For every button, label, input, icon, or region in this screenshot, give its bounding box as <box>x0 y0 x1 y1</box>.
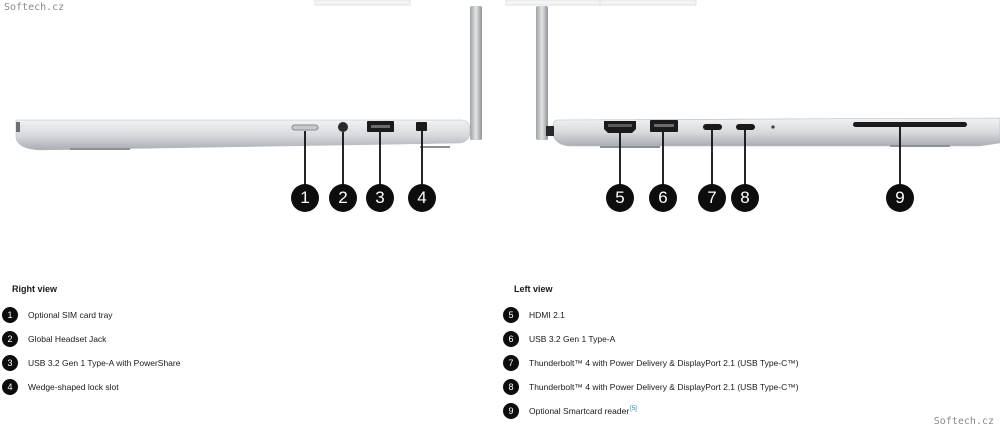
sim-tray <box>292 125 318 130</box>
right-view-title: Right view <box>12 284 58 294</box>
callout-4: 4 <box>408 184 436 212</box>
list-item-label: Optional SIM card tray <box>28 310 113 320</box>
list-item <box>2 351 180 375</box>
callout-6: 6 <box>649 184 677 212</box>
smartcard-slot <box>853 122 967 127</box>
laptop-right-side <box>16 6 482 186</box>
list-item <box>503 351 799 375</box>
list-item-label: Wedge-shaped lock slot <box>28 382 119 392</box>
watermark-bottom: Softech.cz <box>933 416 994 427</box>
number-badge: 8 <box>503 379 519 395</box>
callout-3: 3 <box>366 184 394 212</box>
list-item-label: HDMI 2.1 <box>529 310 565 320</box>
number-badge: 6 <box>503 331 519 347</box>
number-badge: 3 <box>2 355 18 371</box>
callout-2: 2 <box>329 184 357 212</box>
usb-c-1 <box>703 124 722 130</box>
laptop-left-side <box>536 6 1000 186</box>
right-view-list <box>2 303 180 399</box>
watermark-top: Softech.cz <box>4 2 65 13</box>
headset-jack <box>338 122 348 132</box>
number-badge: 4 <box>2 379 18 395</box>
callout-8: 8 <box>731 184 759 212</box>
list-item <box>503 375 799 399</box>
left-view-title: Left view <box>514 284 553 294</box>
number-badge: 7 <box>503 355 519 371</box>
list-item-label: USB 3.2 Gen 1 Type-A with PowerShare <box>28 358 181 368</box>
usb-c-2 <box>736 124 755 130</box>
number-badge: 2 <box>2 331 18 347</box>
left-view-list <box>503 303 799 423</box>
top-fragment-left <box>315 0 410 5</box>
smartcard-label-text: Optional Smartcard reader <box>529 406 630 416</box>
list-item <box>503 327 799 351</box>
callout-5: 5 <box>606 184 634 212</box>
list-item <box>503 399 799 423</box>
list-item-label: Thunderbolt™ 4 with Power Delivery & DisplayPort 2.1 (USB Type-C™) <box>529 358 799 368</box>
callout-9: 9 <box>886 184 914 212</box>
top-fragment-right <box>506 0 696 5</box>
callout-1: 1 <box>291 184 319 212</box>
number-badge: 9 <box>503 403 519 419</box>
footnote-ref-link[interactable]: [5] <box>630 406 637 413</box>
lock-slot <box>416 122 427 131</box>
list-item <box>2 375 180 399</box>
list-item <box>2 303 180 327</box>
number-badge: 1 <box>2 307 18 323</box>
list-item-label: Thunderbolt™ 4 with Power Delivery & DisplayPort 2.1 (USB Type-C™) <box>529 382 799 392</box>
list-item-label <box>529 406 637 416</box>
callout-7: 7 <box>698 184 726 212</box>
list-item-label: USB 3.2 Gen 1 Type-A <box>529 334 616 344</box>
status-led <box>771 125 774 128</box>
list-item <box>2 327 180 351</box>
number-badge: 5 <box>503 307 519 323</box>
list-item <box>503 303 799 327</box>
list-item-label: Global Headset Jack <box>28 334 107 344</box>
